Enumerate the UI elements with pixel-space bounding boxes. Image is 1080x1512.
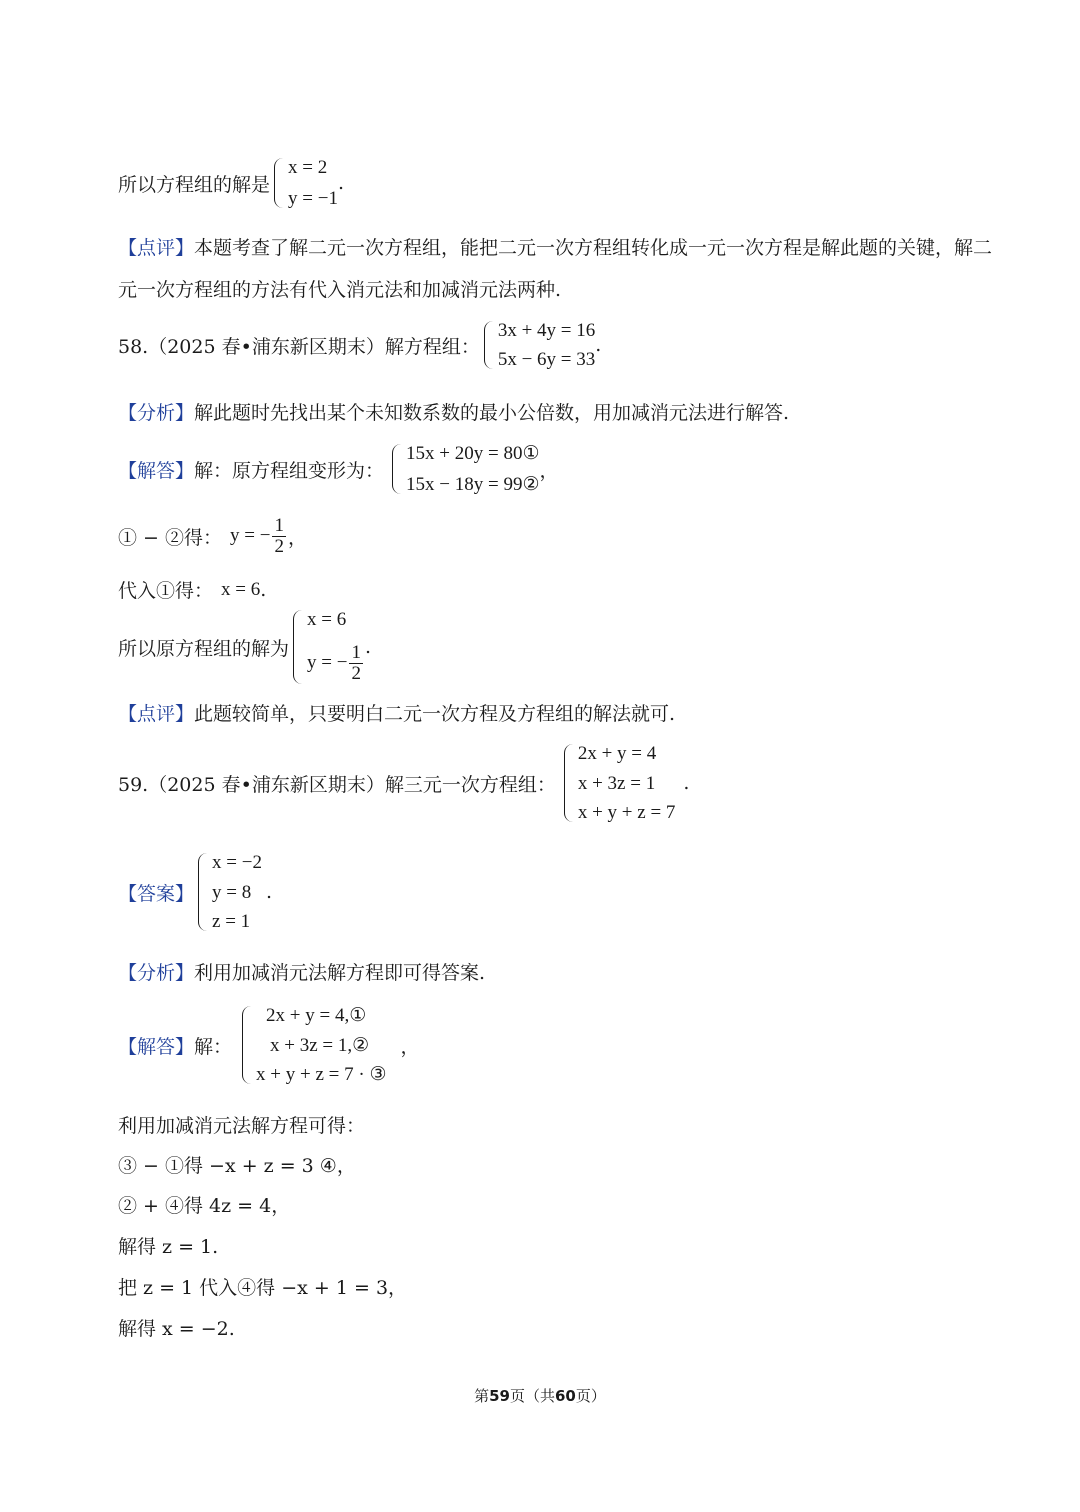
fraction xyxy=(272,516,286,557)
body-text: ② + ④得 4z = 4， xyxy=(118,1195,291,1217)
equation-part: y = − xyxy=(307,651,348,673)
answer-key-tag: 【答案】 xyxy=(118,882,195,905)
equation-row: 3x + 4y = 16 xyxy=(497,320,596,341)
fraction-numerator: 1 xyxy=(351,642,361,664)
answer-tag: 【解答】 xyxy=(118,1035,195,1058)
punctuation: ， xyxy=(539,459,559,482)
equation-row: y = 8 xyxy=(212,881,252,903)
equation-row: x + 3z = 1,② xyxy=(270,1034,370,1056)
equation-row: 15x − 18y = 99② xyxy=(406,474,540,495)
step-3 xyxy=(118,610,371,684)
question-59 xyxy=(118,744,689,822)
comment-text: 元一次方程组的方法有代入消元法和加减消元法两种. xyxy=(118,279,562,301)
fraction-numerator: 1 xyxy=(274,515,284,536)
step-text: 所以原方程组的解为 xyxy=(118,637,290,660)
text-line xyxy=(118,1191,290,1218)
equation-row: x = 2 xyxy=(288,157,328,178)
text-line xyxy=(118,1111,365,1138)
step-2 xyxy=(118,576,266,603)
equation-row: x + y + z = 7 · ③ xyxy=(256,1064,387,1085)
answer-59 xyxy=(118,1006,420,1084)
answer-58 xyxy=(118,444,559,494)
footer-text: 第 xyxy=(474,1387,490,1405)
footer-text: 页） xyxy=(575,1387,606,1405)
step-text: 代入①得： xyxy=(118,580,214,602)
punctuation: . xyxy=(683,772,690,794)
analysis-text: 解此题时先找出某个未知数系数的最小公倍数，用加减消元法进行解答. xyxy=(194,402,790,424)
equation-row xyxy=(307,643,365,684)
punctuation: . xyxy=(260,578,267,601)
equation-row: 5x − 6y = 33 xyxy=(497,349,596,370)
answer-text: 解： xyxy=(194,1035,233,1058)
comment-tag: 【点评】 xyxy=(118,703,195,725)
body-text: 解得 x = −2. xyxy=(118,1318,235,1340)
step-1 xyxy=(118,516,307,557)
body-text: ③ − ①得 −x + z = 3 ④， xyxy=(118,1155,356,1177)
equation-row: z = 1 xyxy=(212,911,251,932)
analysis-text: 利用加减消元法解方程即可得答案. xyxy=(194,962,486,984)
punctuation: ， xyxy=(287,526,307,549)
step-equation: x = 6 xyxy=(221,578,261,600)
step-equation: y = − xyxy=(230,525,271,547)
equation-row: x + 3z = 1 xyxy=(577,772,656,794)
step-text: ① − ②得： xyxy=(118,526,222,549)
comment-line-2 xyxy=(118,275,561,302)
punctuation: . xyxy=(265,881,272,903)
page-footer xyxy=(0,1385,1080,1406)
question-58 xyxy=(118,321,601,369)
answer-tag: 【解答】 xyxy=(118,459,195,482)
fraction-denominator: 2 xyxy=(274,535,284,557)
equation-system xyxy=(198,853,262,931)
comment-text: 此题较简单，只要明白二元一次方程及方程组的解法就可. xyxy=(194,703,676,725)
solution-text: 所以方程组的解是 xyxy=(118,173,271,196)
punctuation: ， xyxy=(400,1035,420,1058)
equation-row: y = −1 xyxy=(288,188,338,209)
equation-row: x = 6 xyxy=(307,609,347,630)
body-text: 把 z = 1 代入④得 −x + 1 = 3， xyxy=(118,1277,408,1299)
equation-system xyxy=(274,158,338,208)
equation-row: 2x + y = 4,① xyxy=(266,1005,367,1026)
body-text: 解得 z = 1. xyxy=(118,1236,219,1258)
solution-line xyxy=(118,158,344,208)
comment-tag: 【点评】 xyxy=(118,237,195,259)
answer-key-59 xyxy=(118,853,272,931)
page-total: 60 xyxy=(555,1387,576,1405)
question-text: 59.（2025 春•浦东新区期末）解三元一次方程组： xyxy=(118,773,556,796)
equation-row: 2x + y = 4 xyxy=(577,743,657,764)
analysis-58 xyxy=(118,398,789,425)
equation-system xyxy=(392,444,539,494)
equation-row: x = −2 xyxy=(212,852,262,873)
punctuation: . xyxy=(364,636,371,658)
body-text: 利用加减消元法解方程可得： xyxy=(118,1115,366,1137)
answer-text: 解：原方程组变形为： xyxy=(194,459,385,482)
comment-58 xyxy=(118,699,675,726)
footer-text: 页（共 xyxy=(509,1387,555,1405)
fraction-denominator: 2 xyxy=(351,663,361,685)
equation-system xyxy=(564,744,676,822)
text-line xyxy=(118,1232,218,1259)
analysis-tag: 【分析】 xyxy=(118,402,195,424)
text-line xyxy=(118,1273,407,1300)
analysis-tag: 【分析】 xyxy=(118,962,195,984)
equation-row: 15x + 20y = 80① xyxy=(406,443,540,464)
text-line xyxy=(118,1314,235,1341)
question-text: 58.（2025 春•浦东新区期末）解方程组： xyxy=(118,335,480,358)
punctuation: . xyxy=(595,334,602,356)
equation-row: x + y + z = 7 xyxy=(577,802,676,823)
comment-line xyxy=(118,233,992,260)
punctuation: . xyxy=(337,172,344,194)
analysis-59 xyxy=(118,958,485,985)
equation-system xyxy=(242,1006,386,1084)
comment-text: 本题考查了解二元一次方程组，能把二元一次方程组转化成一元一次方程是解此题的关键，解二 xyxy=(194,237,993,259)
equation-system xyxy=(484,321,595,369)
text-line xyxy=(118,1151,356,1178)
fraction xyxy=(349,643,363,684)
page-number: 59 xyxy=(489,1387,510,1405)
equation-system xyxy=(293,610,365,684)
